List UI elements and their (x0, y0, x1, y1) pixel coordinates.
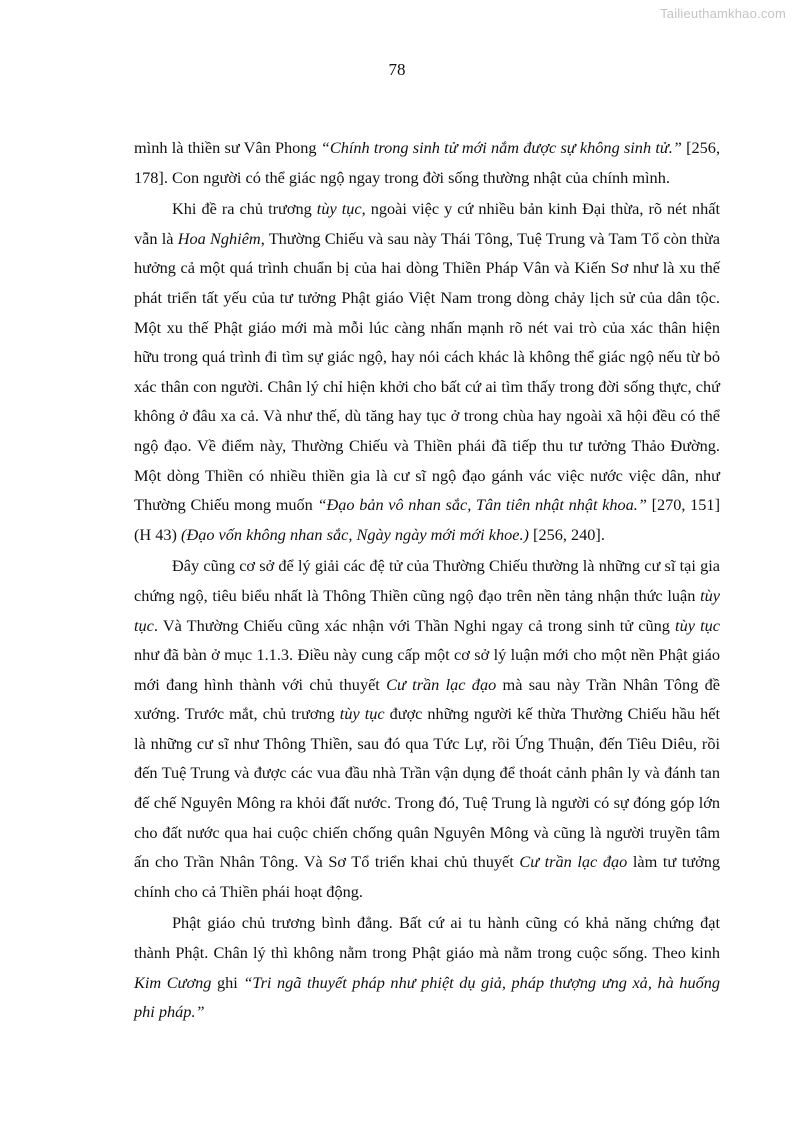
text-run: [270, 151] (H 43) (134, 495, 720, 544)
italic-text: tùy tục (339, 704, 385, 724)
italic-text: tùy tục (316, 199, 362, 219)
watermark: Tailieuthamkhao.com (660, 6, 786, 21)
italic-text: tùy tục (134, 585, 720, 635)
text-run: mình là thiền sư Vân Phong (134, 138, 321, 157)
italic-text: “Đạo bản vô nhan sắc, Tân tiên nhật nhật khoa.” (317, 495, 647, 515)
page-number: 78 (388, 60, 406, 79)
text-run: Đây cũng cơ sở để lý giải các đệ tử của Thường Chiếu thường là những cư sĩ tại gia chứng ngộ, tiêu biểu nhất là Thông Thiền cũng ngộ đạo trên nền tảng nhận thức luận (134, 556, 720, 605)
text-run: làm tư tưởng chính cho cả Thiền phái hoạt động. (134, 852, 721, 901)
text-run: , ngoài việc y cứ nhiều bản kinh Đại thừa, rõ nét nhất vẫn là (134, 199, 721, 248)
text-run: như đã bàn ở mục 1.1.3. Điều này cung cấp một cơ sở lý luận mới cho một nền Phật giáo mới đang hình thành với chủ thuyết (134, 645, 720, 694)
paragraph-2 (134, 194, 720, 549)
text-run: , Thường Chiếu và sau này Thái Tông, Tuệ Trung và Tam Tổ còn thừa hưởng cả một quá trình chuẩn bị của hai dòng Thiền Pháp Vân và Kiến Sơ như là xu thế phát triển tất yếu của tư tưởng Phật giáo Việt Nam trong dòng chảy lịch sử của dân tộc. Một xu thế Phật giáo mới mà mỗi lúc càng nhấn mạnh rõ nét vai trò của xác thân hiện hữu trong quá trình đi tìm sự giác ngộ, hay nói cách khác là không thể giác ngộ nếu từ bỏ xác thân con người. Chân lý chỉ hiện khởi cho bất cứ ai tìm thấy trong đời sống thực, chứ không ở đâu xa cả. Và như thế, dù tăng hay tục ở trong chùa hay ngoài xã hội đều có thể ngộ đạo. Về điểm này, Thường Chiếu và Thiền phái đã tiếp thu tư tưởng Thảo Đường. Một dòng Thiền có nhiều thiền gia là cư sĩ ngộ đạo gánh vác việc nước việc dân, như Thường Chiếu mong muốn (134, 228, 720, 515)
italic-text: Cư trần lạc đạo (519, 852, 628, 872)
italic-text: Kim Cương (134, 972, 212, 992)
text-run: [256, 240]. (528, 524, 605, 544)
paragraph-4 (134, 908, 720, 1026)
document-body (134, 133, 720, 1027)
italic-text: “Tri ngã thuyết pháp như phiệt dụ giả, pháp thượng ưng xả, hà huống phi pháp.” (134, 972, 721, 1022)
text-run: [256, 178]. Con người có thể giác ngộ ngay trong đời sống thường nhật của chính mình. (134, 138, 721, 187)
text-run: mà sau này Trần Nhân Tông đề xướng. Trước mắt, chủ trương (134, 674, 720, 724)
text-run: . Và Thường Chiếu cũng xác nhận với Thần Nghi ngay cả trong sinh tử cũng (153, 615, 676, 635)
text-run: Khi đề ra chủ trương (172, 199, 317, 219)
text-run: ghi (211, 972, 244, 992)
paragraph-3 (134, 551, 720, 906)
italic-text: Cư trần lạc đạo (386, 674, 497, 694)
text-run: Phật giáo chủ trương bình đẳng. Bất cứ ai tu hành cũng có khả năng chứng đạt thành Phật. Chân lý thì không nằm trong Phật giáo mà nằm trong cuộc sống. Theo kinh (134, 913, 720, 963)
italic-text: Hoa Nghiêm (177, 228, 261, 248)
italic-text: tùy tục (675, 615, 720, 635)
italic-text: “Chính trong sinh tử mới nắm được sự không sinh tử.” (320, 138, 682, 157)
italic-text: (Đạo vốn không nhan sắc, Ngày ngày mới mới khoe.) (181, 524, 529, 544)
text-run: được những người kế thừa Thường Chiếu hầu hết là những cư sĩ như Thông Thiền, sau đó qua Tức Lự, rồi Ứng Thuận, đến Tiêu Diêu, rồi đến Tuệ Trung và được các vua đầu nhà Trần vận dụng để thoát cảnh phân ly và đánh tan đế chế Nguyên Mông ra khỏi đất nước. Trong đó, Tuệ Trung là người có sự đóng góp lớn cho đất nước qua hai cuộc chiến chống quân Nguyên Mông và cũng là người truyền tâm ấn cho Trần Nhân Tông. Và Sơ Tổ triển khai chủ thuyết (134, 704, 720, 872)
paragraph-1 (134, 133, 720, 192)
